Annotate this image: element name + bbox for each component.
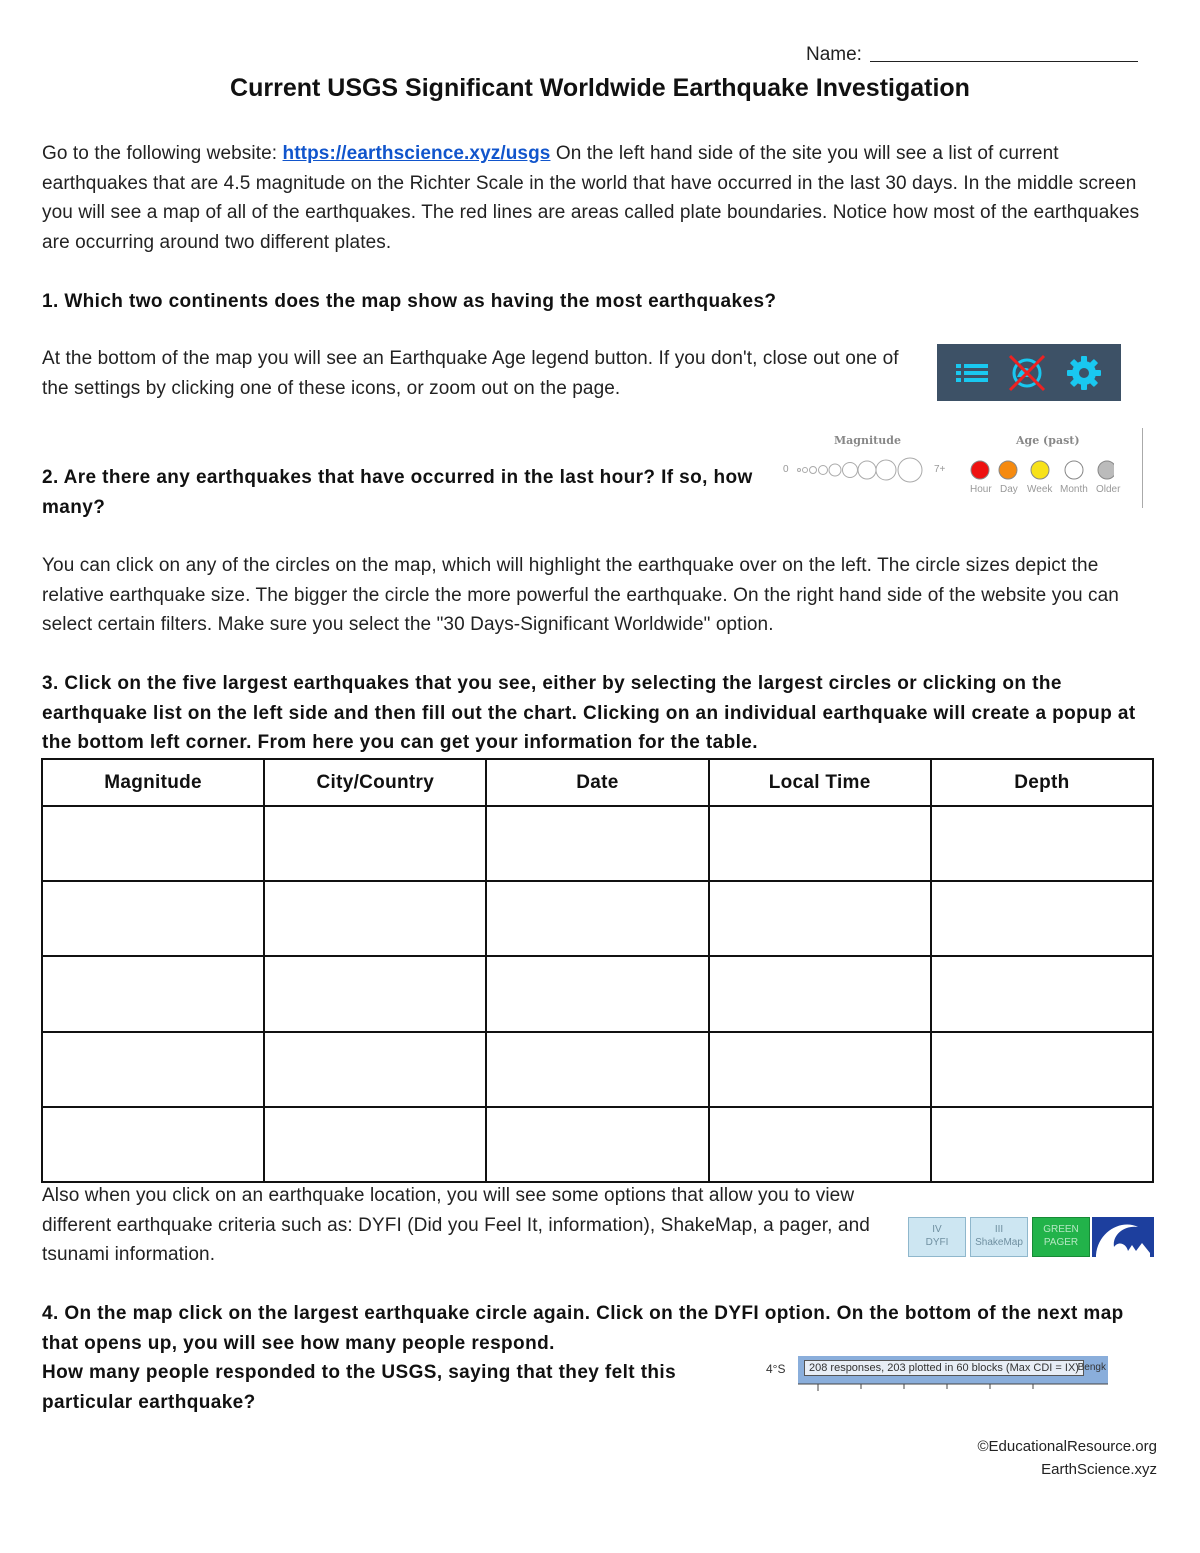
name-label: Name:	[806, 44, 862, 65]
table-cell[interactable]	[486, 1032, 708, 1107]
age-circles-icon	[964, 459, 1114, 483]
shakemap-option	[970, 1217, 1028, 1257]
table-cell[interactable]	[42, 1107, 264, 1182]
intro-text-start: Go to the following website:	[42, 143, 283, 164]
table-cell[interactable]	[709, 806, 931, 881]
filter-instructions: You can click on any of the circles on the map, which will highlight the earthquake over on the left. The circle sizes depict the relative earthquake size. The bigger the circle the more powerful the earthquake. On the right hand side of the website you can select certain filters. Make sure you select the "30 Days-Significant Worldwide" option.	[42, 555, 1119, 635]
age-legend-title: Age (past)	[1016, 434, 1080, 447]
question-2: 2. Are there any earthquakes that have occurred in the last hour? If so, how many?	[42, 467, 753, 518]
question-4-line-2: How many people responded to the USGS, saying that they felt this particular earthquake?	[42, 1362, 677, 1413]
age-label-week: Week	[1027, 484, 1053, 495]
question-1: 1. Which two continents does the map show as having the most earthquakes?	[42, 291, 777, 312]
column-header-magnitude: Magnitude	[42, 759, 264, 806]
latitude-label: 4°S	[766, 1362, 786, 1376]
column-header-date: Date	[486, 759, 708, 806]
age-label-hour: Hour	[970, 484, 992, 495]
table-cell[interactable]	[264, 1032, 486, 1107]
page-title: Current USGS Significant Worldwide Earthquake Investigation	[230, 74, 970, 102]
place-label: Bengk	[1077, 1362, 1106, 1373]
magnitude-circles-icon	[794, 454, 928, 488]
question-3: 3. Click on the five largest earthquakes that you see, either by selecting the largest circles or clicking on the earthquake list on the left side and then fill out the chart. Clicking on an individual earthquake will create a popup at the bottom left corner. From here you can get your information for the table.	[42, 673, 1136, 753]
pager-option	[1032, 1217, 1090, 1257]
table-cell[interactable]	[709, 1032, 931, 1107]
legend-instructions: At the bottom of the map you will see an Earthquake Age legend button. If you don't, close out one of the settings by clicking one of these icons, or zoom out on the page.	[42, 348, 899, 399]
footer-site: EarthScience.xyz	[1041, 1461, 1157, 1478]
dyfi-scale-ticks	[798, 1383, 1108, 1393]
tsunami-icon	[1092, 1217, 1154, 1257]
name-field	[806, 44, 1138, 66]
table-row	[42, 956, 1153, 1031]
table-cell[interactable]	[42, 956, 264, 1031]
table-cell[interactable]	[42, 881, 264, 956]
map-toolbar-image	[937, 344, 1121, 401]
dyfi-option	[908, 1217, 966, 1257]
table-cell[interactable]	[931, 881, 1153, 956]
name-blank-line	[870, 44, 1138, 62]
table-cell[interactable]	[264, 881, 486, 956]
usgs-link[interactable]: https://earthscience.xyz/usgs	[282, 143, 551, 164]
table-cell[interactable]	[709, 956, 931, 1031]
intro-text-rest: On the left hand side of the site you will see a list of current earthquakes that are 4.5 magnitude on the Richter Scale in the world that have occurred in the last 30 days. In the middle screen you will see a map of all of the earthquakes. The red lines are areas called plate boundaries. Notice how most of the earthquakes are occurring around two different plates.	[42, 143, 1140, 253]
column-header-depth: Depth	[931, 759, 1153, 806]
earthquake-table	[41, 758, 1154, 1183]
list-icon	[954, 359, 990, 387]
table-row	[42, 1032, 1153, 1107]
shakemap-level: III	[994, 1224, 1004, 1235]
age-label-older: Older	[1096, 484, 1121, 495]
table-cell[interactable]	[264, 1107, 486, 1182]
shakemap-label: ShakeMap	[975, 1237, 1023, 1248]
table-cell[interactable]	[931, 1107, 1153, 1182]
dyfi-level: IV	[932, 1224, 942, 1235]
dyfi-label: DYFI	[925, 1237, 949, 1248]
dyfi-map-strip	[798, 1356, 1108, 1384]
table-row	[42, 806, 1153, 881]
table-cell[interactable]	[931, 1032, 1153, 1107]
table-cell[interactable]	[264, 956, 486, 1031]
intro-paragraph	[42, 139, 1162, 257]
earthquake-options-image	[908, 1217, 1154, 1257]
magnitude-max-label: 7+	[934, 464, 946, 475]
earthquake-options-paragraph: Also when you click on an earthquake location, you will see some options that allow you to view different earthquake criteria such as: DYFI (Did you Feel It, information), ShakeMap, a pager, and tsunami information.	[42, 1185, 870, 1265]
pager-level: GREEN	[1043, 1224, 1079, 1235]
earthquake-legend-image	[778, 428, 1143, 508]
table-cell[interactable]	[931, 806, 1153, 881]
table-cell[interactable]	[486, 956, 708, 1031]
table-cell[interactable]	[931, 956, 1153, 1031]
footer-copyright: ©EducationalResource.org	[977, 1438, 1157, 1455]
column-header-local-time: Local Time	[709, 759, 931, 806]
table-header-row	[42, 759, 1153, 806]
magnitude-legend-title: Magnitude	[834, 434, 901, 447]
age-label-day: Day	[1000, 484, 1018, 495]
column-header-city-country: City/Country	[264, 759, 486, 806]
age-label-month: Month	[1060, 484, 1088, 495]
table-cell[interactable]	[486, 881, 708, 956]
pager-label: PAGER	[1043, 1237, 1079, 1248]
table-row	[42, 1107, 1153, 1182]
table-cell[interactable]	[264, 806, 486, 881]
table-cell[interactable]	[709, 1107, 931, 1182]
table-cell[interactable]	[486, 1107, 708, 1182]
table-cell[interactable]	[709, 881, 931, 956]
table-row	[42, 881, 1153, 956]
dyfi-responses-image	[766, 1356, 1108, 1396]
table-cell[interactable]	[42, 806, 264, 881]
responses-summary: 208 responses, 203 plotted in 60 blocks (Max CDI = IX)	[804, 1360, 1084, 1376]
gear-icon	[1064, 353, 1104, 393]
no-tsunami-icon	[1005, 351, 1049, 395]
magnitude-min-label: 0	[783, 464, 789, 475]
table-cell[interactable]	[42, 1032, 264, 1107]
question-4-line-1: 4. On the map click on the largest earthquake circle again. Click on the DYFI option. On the bottom of the next map that opens up, you will see how many people respond.	[42, 1303, 1124, 1354]
table-cell[interactable]	[486, 806, 708, 881]
